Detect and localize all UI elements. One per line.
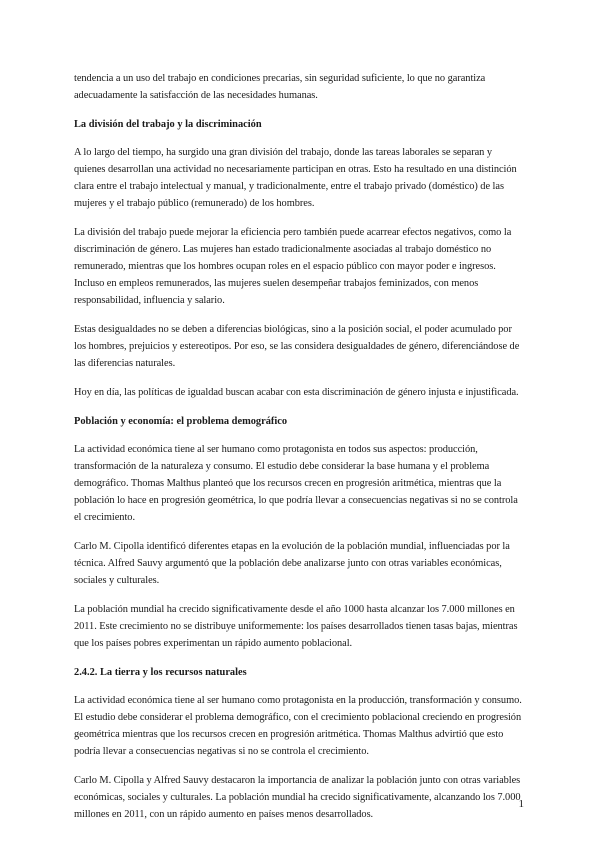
paragraph-division-history: A lo largo del tiempo, ha surgido una gran división del trabajo, donde las tareas laborales se separan y quienes desarrollan una actividad no necesariamente participan en otras. Esto ha resultado en una distinción clara entre el trabajo intelectual y manual, y tradicionalmente, entre el trabajo privado (doméstico) de las mujeres y el trabajo público (remunerado) de los hombres. — [74, 147, 517, 209]
paragraph-inequalities: Estas desigualdades no se deben a diferencias biológicas, sino a la posición social, el poder acumulado por los hombres, prejuicios y estereotipos. Por eso, se las considera desigualdades de género, diferenciándose de las diferencias naturales. — [74, 324, 520, 369]
paragraph-economic-activity: La actividad económica tiene al ser humano como protagonista en la producción, transformación y consumo. El estudio debe considerar el problema demográfico, con el crecimiento poblacional creciendo en progresión geométrica mientras que los recursos crecen en progresión aritmética. Thomas Malthus advirtió que esto podría llevar a consecuencias negativas si no se controla el crecimiento. — [74, 695, 522, 757]
heading-division-trabajo: La división del trabajo y la discriminación — [74, 119, 262, 130]
paragraph-malthus: La actividad económica tiene al ser humano como protagonista en todos sus aspectos: producción, transformación de la naturaleza y consumo. El estudio debe considerar la base humana y el problema demográfico. Thomas Malthus planteó que los recursos crecen en progresión aritmética, mientras que la población lo hace en progresión geométrica, lo que podría llevar a consecuencias negativas si no se controla el crecimiento. — [74, 444, 518, 523]
paragraph-world-population: La población mundial ha crecido significativamente desde el año 1000 hasta alcanzar los 7.000 millones en 2011. Este crecimiento no se distribuye uniformemente: los países desarrollados tienen tasas bajas, mientras que los países pobres experimentan un rápido aumento poblacional. — [74, 604, 518, 649]
paragraph-equality-policies: Hoy en día, las políticas de igualdad buscan acabar con esta discriminación de género injusta e injustificada. — [74, 387, 519, 398]
paragraph-gender-discrimination: La división del trabajo puede mejorar la eficiencia pero también puede acarrear efectos negativos, como la discriminación de género. Las mujeres han estado tradicionalmente asociadas al trabajo doméstico no remunerado, mientras que los hombres ocupan roles en el espacio público con mayor poder e ingresos. Incluso en empleos remunerados, las mujeres suelen desempeñar trabajos feminizados, con menos responsabilidad, influencia y salario. — [74, 227, 512, 306]
paragraph-population-analysis: Carlo M. Cipolla y Alfred Sauvy destacaron la importancia de analizar la población junto con otras variables económicas, sociales y culturales. La población mundial ha crecido significativamente, alcanzando los 7.000 millones en 2011, con un rápido aumento en países menos desarrollados. — [74, 775, 521, 820]
paragraph-precarious-work: tendencia a un uso del trabajo en condiciones precarias, sin seguridad suficiente, lo que no garantiza adecuadamente la satisfacción de las necesidades humanas. — [74, 73, 486, 101]
page-number: 1 — [518, 798, 524, 810]
heading-poblacion-economia: Población y economía: el problema demográfico — [74, 416, 288, 427]
paragraph-cipolla-sauvy: Carlo M. Cipolla identificó diferentes etapas en la evolución de la población mundial, influenciadas por la técnica. Alfred Sauvy argumentó que la población debe analizarse junto con otras variables económicas, sociales y culturales. — [74, 541, 510, 586]
heading-tierra-recursos: 2.4.2. La tierra y los recursos naturales — [74, 667, 247, 678]
